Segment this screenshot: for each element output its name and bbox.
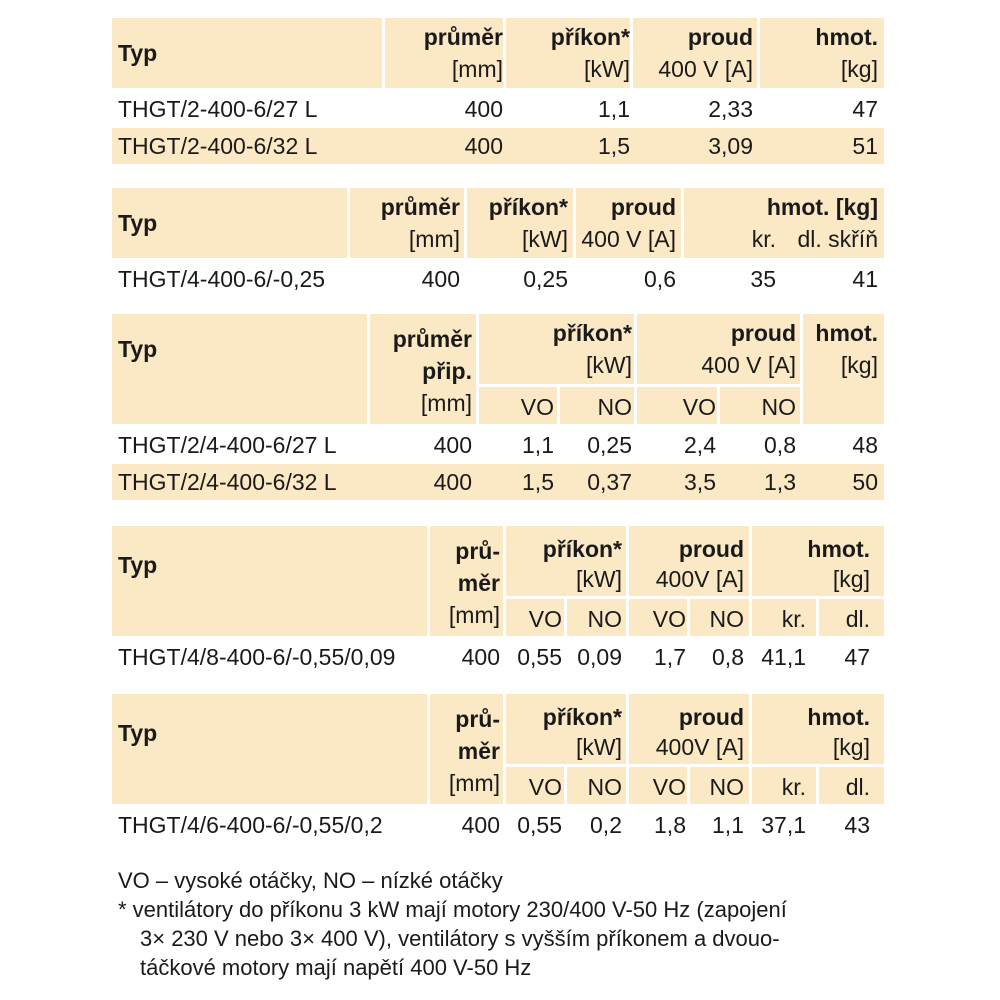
table-row-typ: THGT/2/4-400-6/27 L <box>118 432 337 458</box>
header-hmot: hmot. <box>807 704 870 730</box>
header-kr: kr. <box>781 606 806 632</box>
header-prikon: příkon* <box>552 320 632 346</box>
table-cell: 48 <box>852 432 878 458</box>
table-cell: 3,09 <box>708 133 753 159</box>
table-cell: 400 <box>433 432 472 458</box>
header-hmot-unit: [kg] <box>832 566 870 592</box>
header-proud: proud <box>730 320 796 346</box>
header-no: NO <box>597 394 632 420</box>
header-proud-unit: 400 V [A] <box>581 226 676 252</box>
header-prumer: průměr <box>380 194 460 220</box>
table-cell: 0,2 <box>590 812 622 838</box>
table-cell: 35 <box>750 266 776 292</box>
table-cell: 0,25 <box>523 266 568 292</box>
header-prikon-unit: [kW] <box>576 734 622 760</box>
table-5 <box>112 694 884 842</box>
header-prikon-unit: [kW] <box>584 56 630 82</box>
header-prumer-unit: [mm] <box>448 602 500 628</box>
table-cell: 1,8 <box>654 812 686 838</box>
table-cell: 0,8 <box>712 644 744 670</box>
header-hmot: hmot. <box>815 24 878 50</box>
header-prikon: příkon* <box>542 704 622 730</box>
table-cell: 1,7 <box>654 644 686 670</box>
header-no: NO <box>709 774 744 800</box>
table-4 <box>112 526 884 674</box>
header-proud: proud <box>678 704 744 730</box>
table-cell: 43 <box>844 812 870 838</box>
header-proud-unit: 400V [A] <box>655 566 744 592</box>
table-2 <box>112 188 884 298</box>
header-prumer: průměr <box>392 326 472 352</box>
header-prumer-2: přip. <box>422 358 472 384</box>
table-cell: 2,4 <box>684 432 716 458</box>
table-cell: 0,55 <box>517 812 562 838</box>
table-cell: 41,1 <box>761 644 806 670</box>
table-row-typ: THGT/4-400-6/-0,25 <box>118 266 326 292</box>
header-vo: VO <box>528 774 562 800</box>
header-prikon-unit: [kW] <box>522 226 568 252</box>
table-cell: 37,1 <box>761 812 806 838</box>
header-typ: Typ <box>118 552 158 578</box>
table-cell: 0,55 <box>517 644 562 670</box>
header-dl: dl. <box>845 774 870 800</box>
table-cell: 41 <box>852 266 878 292</box>
table-cell: 1,5 <box>598 133 630 159</box>
table-cell: 1,1 <box>712 812 744 838</box>
table-row-typ: THGT/2/4-400-6/32 L <box>118 469 337 495</box>
table-cell: 1,3 <box>764 469 796 495</box>
table-cell: 400 <box>433 469 472 495</box>
header-prumer: průměr <box>423 24 503 50</box>
header-vo: VO <box>652 774 686 800</box>
footnote-motors-cont: táčkové motory mají napětí 400 V-50 Hz <box>140 955 532 980</box>
header-prikon: příkon* <box>488 194 568 220</box>
footnote-motors: * ventilátory do příkonu 3 kW mají motory 230/400 V-50 Hz (zapojení <box>118 897 787 922</box>
header-hmot-unit: [kg] <box>840 56 878 82</box>
header-prumer-unit: [mm] <box>408 226 460 252</box>
table-1 <box>112 18 884 166</box>
header-kr: kr. <box>751 226 776 252</box>
table-cell: 1,5 <box>522 469 554 495</box>
table-cell: 400 <box>461 644 500 670</box>
header-proud-unit: 400 V [A] <box>658 56 753 82</box>
table-cell: 0,6 <box>644 266 676 292</box>
table-row-typ: THGT/4/6-400-6/-0,55/0,2 <box>118 812 383 838</box>
header-prikon: příkon* <box>542 536 622 562</box>
footnote-motors-cont: 3× 230 V nebo 3× 400 V), ventilátory s vyšším příkonem a dvouo- <box>140 926 780 951</box>
header-vo: VO <box>528 606 562 632</box>
table-cell: 51 <box>852 133 878 159</box>
header-no: NO <box>709 606 744 632</box>
header-hmot: hmot. [kg] <box>766 194 878 220</box>
header-prumer: prů- <box>455 538 500 564</box>
header-typ: Typ <box>118 40 158 66</box>
table-cell: 0,37 <box>587 469 632 495</box>
table-cell: 0,25 <box>587 432 632 458</box>
header-hmot-unit: [kg] <box>832 734 870 760</box>
header-proud: proud <box>678 536 744 562</box>
header-typ: Typ <box>118 720 158 746</box>
header-prikon-unit: [kW] <box>576 566 622 592</box>
header-typ: Typ <box>118 336 158 362</box>
header-proud: proud <box>687 24 753 50</box>
header-no: NO <box>587 606 622 632</box>
table-cell: 400 <box>464 133 503 159</box>
header-prikon: příkon* <box>550 24 630 50</box>
header-vo: VO <box>520 394 554 420</box>
table-cell: 400 <box>421 266 460 292</box>
header-prikon-unit: [kW] <box>586 352 632 378</box>
footnote-abbreviations: VO – vysoké otáčky, NO – nízké otáčky <box>118 868 503 893</box>
table-cell: 400 <box>461 812 500 838</box>
table-cell: 0,09 <box>577 644 622 670</box>
table-cell: 400 <box>464 96 503 122</box>
header-prumer-2: měr <box>457 738 500 764</box>
table-cell: 3,5 <box>684 469 716 495</box>
table-cell: 1,1 <box>598 96 630 122</box>
header-prumer-unit: [mm] <box>448 770 500 796</box>
header-dl: dl. <box>845 606 870 632</box>
header-typ: Typ <box>118 210 158 236</box>
table-cell: 0,8 <box>764 432 796 458</box>
header-hmot: hmot. <box>815 320 878 346</box>
header-prumer: prů- <box>455 706 500 732</box>
footnotes <box>118 866 888 982</box>
header-kr: kr. <box>781 774 806 800</box>
header-proud-unit: 400 V [A] <box>701 352 796 378</box>
header-vo: VO <box>652 606 686 632</box>
header-proud: proud <box>610 194 676 220</box>
table-cell: 1,1 <box>522 432 554 458</box>
table-cell: 2,33 <box>708 96 753 122</box>
table-row-typ: THGT/2-400-6/32 L <box>118 133 318 159</box>
header-prumer-2: měr <box>457 570 500 596</box>
header-hmot: hmot. <box>807 536 870 562</box>
table-cell: 47 <box>844 644 870 670</box>
header-vo: VO <box>682 394 716 420</box>
table-row-typ: THGT/4/8-400-6/-0,55/0,09 <box>118 644 396 670</box>
table-row-typ: THGT/2-400-6/27 L <box>118 96 318 122</box>
header-hmot-unit: [kg] <box>840 352 878 378</box>
header-no: NO <box>761 394 796 420</box>
header-prumer-unit: [mm] <box>451 56 503 82</box>
header-skrin: dl. skříň <box>797 226 878 252</box>
table-cell: 47 <box>852 96 878 122</box>
table-3 <box>112 314 884 500</box>
header-prumer-unit: [mm] <box>420 390 472 416</box>
header-proud-unit: 400V [A] <box>655 734 744 760</box>
table-cell: 50 <box>852 469 878 495</box>
header-no: NO <box>587 774 622 800</box>
